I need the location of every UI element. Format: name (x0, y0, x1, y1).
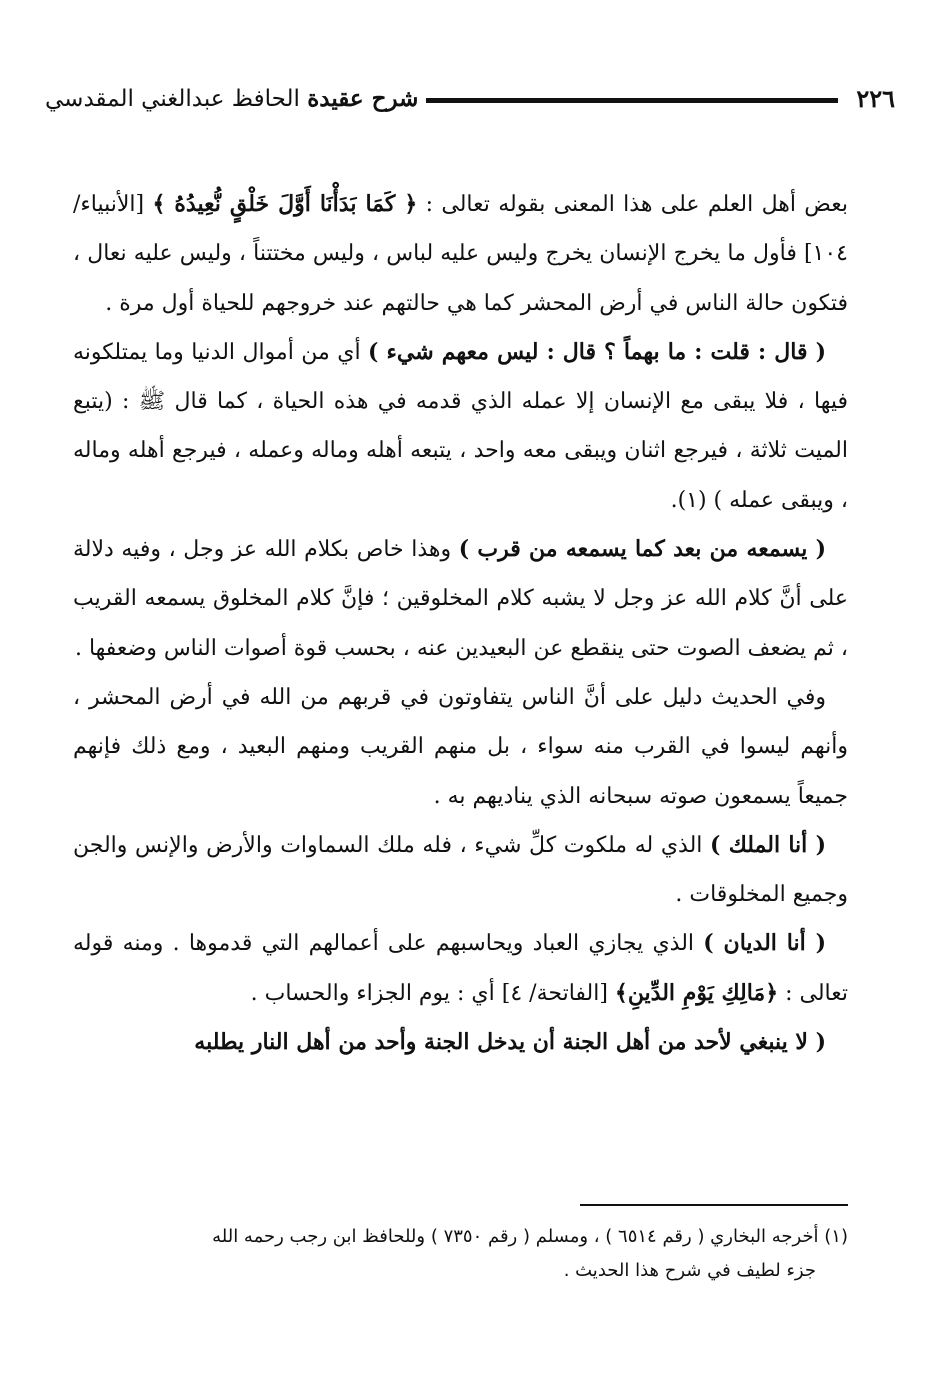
quoted-text: ( لا ينبغي لأحد من أهل الجنة أن يدخل الجنة وأحد من أهل النار يطلبه (194, 1029, 826, 1056)
quoted-text: ( يسمعه من بعد كما يسمعه من قرب ) (458, 536, 827, 563)
quoted-text: ( أنا الملك ) (710, 831, 826, 858)
page-number: ٢٢٦ (856, 83, 895, 113)
paragraph (73, 821, 848, 920)
paragraph (73, 328, 848, 525)
book-title-rest: الحافظ عبدالغني المقدسي (45, 85, 308, 112)
paragraph (73, 180, 848, 328)
paragraph-text: بعض أهل العلم على هذا المعنى بقوله تعالى : (417, 192, 848, 217)
main-text (73, 180, 848, 1067)
paragraph (73, 1018, 848, 1067)
paragraph (73, 919, 848, 1018)
paragraph (73, 525, 848, 673)
book-title-bold: شرح عقيدة (307, 84, 419, 112)
paragraph-text: وهذا خاص بكلام الله عز وجل ، وفيه دلالة على أنَّ كلام الله عز وجل لا يشبه كلام المخلوقين ؛ فإنَّ كلام المخلوق يسمعه القريب ، ثم يضعف الصوت حتى ينقطع عن البعيدين عنه ، بحسب قوة أصوات الناس وضعفها . (73, 537, 848, 661)
header-rule (426, 98, 838, 103)
quoted-text: ﴿مَالِكِ يَوْمِ الدِّينِ﴾ (614, 979, 779, 1006)
quoted-text: ﴿ كَمَا بَدَأْنَا أَوَّلَ خَلْقٍ نُّعِيدُهُ ﴾ (152, 191, 418, 217)
footnote-line-2: جزء لطيف في شرح هذا الحديث . (563, 1260, 816, 1281)
paragraph (73, 673, 848, 821)
paragraph-text: [الفاتحة/ ٤] أي : يوم الجزاء والحساب . (250, 980, 615, 1006)
running-header (45, 78, 895, 118)
paragraph-text: وفي الحديث دليل على أنَّ الناس يتفاوتون في قربهم من الله في أرض المحشر ، وأنهم ليسوا في القرب منه سواء ، بل منهم القريب ومنهم البعيد ، ومع ذلك فإنهم جميعاً يسمعون صوته سبحانه الذي يناديهم به . (73, 684, 848, 809)
quoted-text: ( قال : قلت : ما بهماً ؟ قال : ليس معهم شيء ) (368, 338, 826, 365)
footnote (73, 1220, 848, 1288)
paragraph-text: الذي له ملكوت كلِّ شيء ، فله ملك السماوات والأرض والإنس والجن وجميع المخلوقات . (73, 832, 848, 908)
book-title (45, 85, 418, 112)
paragraph-text: [الأنبياء/ ١٠٤] فأول ما يخرج الإنسان يخرج وليس عليه لباس ، وليس مختتناً ، وليس عليه نعال ، فتكون حالة الناس في أرض المحشر كما هي حالتهم عند خروجهم للحياة أول مرة . (73, 192, 848, 316)
paragraph-text: أي من أموال الدنيا وما يمتلكونه فيها ، فلا يبقى مع الإنسان إلا عمله الذي قدمه في هذه الحياة ، كما قال ﷺ : (يتبع الميت ثلاثة ، فيرجع اثنان ويبقى معه واحد ، يتبعه أهله وماله وعمله ، فيرجع أهله وماله ، ويبقى عمله ) (١). (73, 339, 848, 513)
footnote-rule (580, 1204, 848, 1206)
paragraph-text: الذي يجازي العباد ويحاسبهم على أعمالهم التي قدموها . ومنه قوله تعالى : (73, 931, 848, 1006)
footnote-line-1: (١) أخرجه البخاري ( رقم ٦٥١٤ ) ، ومسلم ( رقم ٧٣٥٠ ) وللحافظ ابن رجب رحمه الله (212, 1226, 848, 1247)
quoted-text: ( أنا الديان ) (703, 930, 826, 957)
